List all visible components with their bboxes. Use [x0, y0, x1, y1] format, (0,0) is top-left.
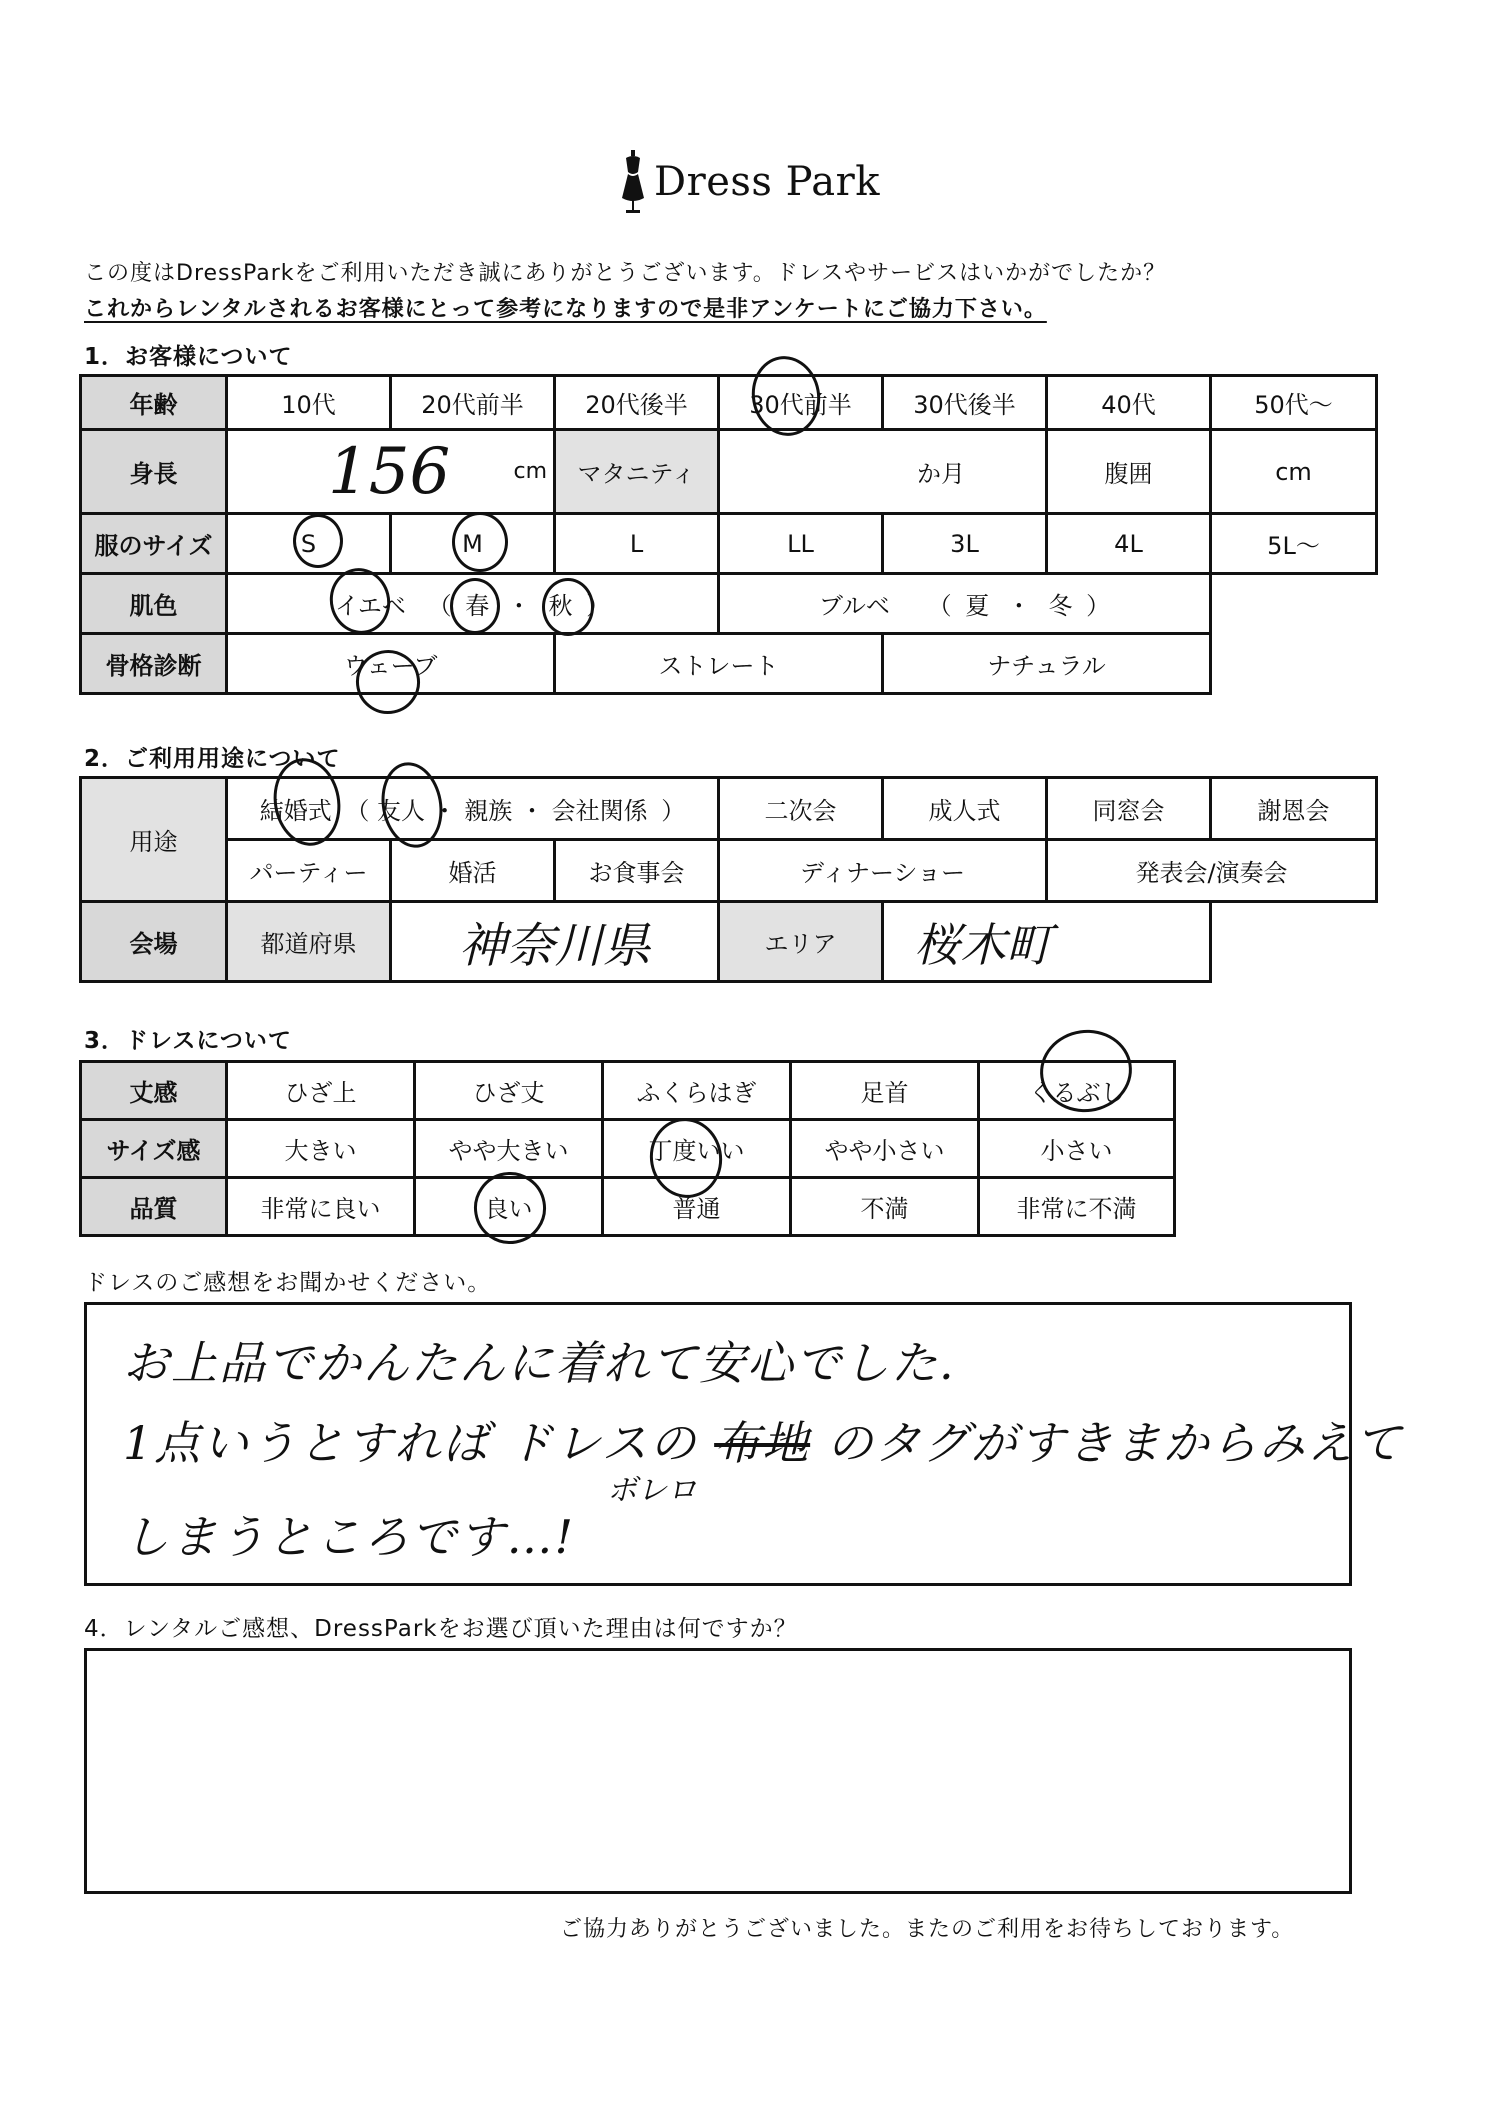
- usage-after-party[interactable]: 二次会: [719, 778, 883, 840]
- bone-label: 骨格診断: [81, 634, 227, 694]
- impressions-line-2a: 1点いうとすれば ドレスの: [123, 1416, 698, 1470]
- section-3-title: 3．ドレスについて: [84, 1028, 292, 1054]
- length-label: 丈感: [81, 1062, 227, 1120]
- skin-empty: [1211, 574, 1377, 634]
- usage-party[interactable]: パーティー: [227, 840, 391, 902]
- fit-large[interactable]: 大きい: [227, 1120, 415, 1178]
- usage-friend: 友人: [377, 797, 426, 825]
- skin-dot: ・: [506, 592, 531, 620]
- usage-dinner[interactable]: お食事会: [555, 840, 719, 902]
- usage-wedding-field[interactable]: [227, 778, 719, 840]
- usage-family: 親族: [464, 797, 513, 825]
- skin-winter: 冬: [1048, 592, 1073, 620]
- quality-very-good[interactable]: 非常に良い: [227, 1178, 415, 1236]
- usage-wedding-open: （: [345, 797, 370, 825]
- brand-logo-text: Dress Park: [654, 159, 880, 205]
- maternity-months-field[interactable]: [719, 430, 1047, 514]
- height-value: 156: [328, 434, 451, 509]
- bone-empty: [1211, 634, 1377, 694]
- size-option-3l[interactable]: 3L: [883, 514, 1047, 574]
- skin-blue-field[interactable]: [719, 574, 1211, 634]
- size-option-m[interactable]: M: [391, 514, 555, 574]
- length-ankle[interactable]: 足首: [791, 1062, 979, 1120]
- fit-label: サイズ感: [81, 1120, 227, 1178]
- venue-area-value: 桜木町: [914, 917, 1052, 972]
- impressions-box[interactable]: [84, 1302, 1403, 1586]
- skin-yellow-close: ）: [586, 592, 611, 620]
- skin-blue-dot: ・: [1006, 592, 1031, 620]
- skin-spring: 春: [465, 592, 490, 620]
- skin-yellow: イエベ: [334, 592, 406, 620]
- skin-blue: ブルベ: [818, 592, 890, 620]
- quality-label: 品質: [81, 1178, 227, 1236]
- usage-company: 会社関係: [551, 797, 648, 825]
- height-field[interactable]: [227, 430, 555, 514]
- usage-recital[interactable]: 発表会/演奏会: [1047, 840, 1377, 902]
- quality-normal[interactable]: 普通: [603, 1178, 791, 1236]
- venue-area-label: エリア: [719, 902, 883, 982]
- dress-table: [79, 1060, 1176, 1237]
- length-ankle-bone[interactable]: くるぶし: [979, 1062, 1175, 1120]
- quality-very-poor[interactable]: 非常に不満: [979, 1178, 1175, 1236]
- impressions-line-1: お上品でかんたんに着れて安心でした.: [123, 1336, 956, 1390]
- height-unit: cm: [513, 459, 547, 484]
- section-4-answer-box[interactable]: [84, 1648, 1352, 1894]
- fit-just-right[interactable]: 丁度いい: [603, 1120, 791, 1178]
- usage-thanks-party[interactable]: 謝恩会: [1211, 778, 1377, 840]
- venue-pref-field[interactable]: [391, 902, 719, 982]
- fit-slightly-large[interactable]: やや大きい: [415, 1120, 603, 1178]
- impressions-insert-word: ボレロ: [607, 1473, 697, 1508]
- fit-small[interactable]: 小さい: [979, 1120, 1175, 1178]
- section-4-title: 4．レンタルご感想、DressParkをお選び頂いた理由は何ですか？: [84, 1616, 798, 1642]
- maternity-months-unit: か月: [917, 460, 965, 488]
- skin-autumn: 秋: [548, 592, 573, 620]
- skin-yellow-field[interactable]: [227, 574, 719, 634]
- size-option-s[interactable]: S: [227, 514, 391, 574]
- impressions-line-2b: のタグがすきまからみえて: [826, 1416, 1403, 1470]
- waist-unit: cm: [1275, 457, 1312, 486]
- section-1-title: 1．お客様について: [84, 344, 293, 370]
- usage-coming-of-age[interactable]: 成人式: [883, 778, 1047, 840]
- maternity-label: マタニティ: [555, 430, 719, 514]
- quality-poor[interactable]: 不満: [791, 1178, 979, 1236]
- skin-blue-open: （: [927, 592, 952, 620]
- age-option-early-30s[interactable]: [719, 376, 883, 430]
- brand-logo: [0, 150, 1500, 230]
- skin-yellow-open: （: [427, 592, 452, 620]
- fit-slightly-small[interactable]: やや小さい: [791, 1120, 979, 1178]
- usage-table: [79, 776, 1378, 983]
- age-option-40s[interactable]: 40代: [1047, 376, 1211, 430]
- venue-pref-label: 都道府県: [227, 902, 391, 982]
- size-option-5l[interactable]: 5L～: [1211, 514, 1377, 574]
- customer-table: [79, 374, 1378, 695]
- intro-line-1: この度はDressParkをご利用いただき誠にありがとうございます。ドレスやサービスはいかがでしたか？: [84, 261, 1167, 286]
- usage-dot-1: ・: [432, 797, 457, 825]
- impressions-title: ドレスのご感想をお聞かせください。: [84, 1270, 492, 1296]
- age-option-10s[interactable]: 10代: [227, 376, 391, 430]
- bone-option-straight[interactable]: ストレート: [555, 634, 883, 694]
- usage-dinner-show[interactable]: ディナーショー: [719, 840, 1047, 902]
- usage-konkatsu[interactable]: 婚活: [391, 840, 555, 902]
- size-option-l[interactable]: L: [555, 514, 719, 574]
- usage-dot-2: ・: [519, 797, 544, 825]
- venue-pref-value: 神奈川県: [458, 918, 651, 974]
- length-knee[interactable]: ひざ丈: [415, 1062, 603, 1120]
- usage-wedding-close: ）: [661, 797, 686, 825]
- venue-label: 会場: [81, 902, 227, 982]
- bone-option-natural[interactable]: ナチュラル: [883, 634, 1211, 694]
- height-label: 身長: [81, 430, 227, 514]
- skin-blue-close: ）: [1086, 592, 1111, 620]
- impressions-line-2: [123, 1407, 1403, 1473]
- venue-area-field[interactable]: [883, 902, 1211, 982]
- length-above-knee[interactable]: ひざ上: [227, 1062, 415, 1120]
- usage-reunion[interactable]: 同窓会: [1047, 778, 1211, 840]
- usage-wedding: 結婚式: [259, 797, 332, 825]
- size-label: 服のサイズ: [81, 514, 227, 574]
- venue-empty: [1211, 902, 1377, 982]
- section-2-title: 2．ご利用用途について: [84, 746, 341, 772]
- length-calf[interactable]: ふくらはぎ: [603, 1062, 791, 1120]
- bone-option-wave[interactable]: ウェーブ: [227, 634, 555, 694]
- age-option-50s[interactable]: 50代～: [1211, 376, 1377, 430]
- age-option-early-30s-label: 30代前半: [749, 391, 852, 419]
- age-label: 年齢: [81, 376, 227, 430]
- usage-label: 用途: [81, 778, 227, 902]
- impressions-struck-word: [714, 1407, 810, 1473]
- skin-summer: 夏: [965, 592, 990, 620]
- dress-form-icon: [620, 150, 646, 214]
- footer-thanks: ご協力ありがとうございました。またのご利用をお待ちしております。: [560, 1917, 1295, 1942]
- waist-label: 腹囲: [1047, 430, 1211, 514]
- skin-label: 肌色: [81, 574, 227, 634]
- size-option-4l[interactable]: 4L: [1047, 514, 1211, 574]
- age-option-late-20s[interactable]: 20代後半: [555, 376, 719, 430]
- waist-field[interactable]: [1211, 430, 1377, 514]
- size-option-ll[interactable]: LL: [719, 514, 883, 574]
- age-option-early-20s[interactable]: 20代前半: [391, 376, 555, 430]
- impressions-struck-text: 布地: [714, 1416, 811, 1470]
- age-option-late-30s[interactable]: 30代後半: [883, 376, 1047, 430]
- impressions-line-3: しまうところです…!: [123, 1510, 576, 1564]
- quality-good[interactable]: 良い: [415, 1178, 603, 1236]
- intro-line-2: これからレンタルされるお客様にとって参考になりますので是非アンケートにご協力下さい。: [84, 297, 1047, 322]
